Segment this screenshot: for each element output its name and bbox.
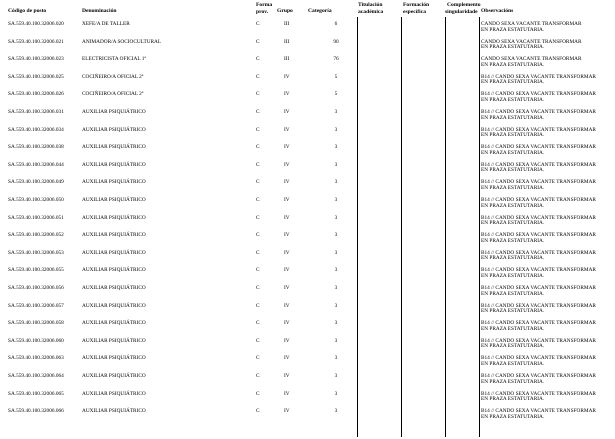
posto-code: SA.559.40.100.32006.057	[8, 302, 64, 309]
forma-prov: C	[256, 144, 260, 151]
grupo: IV	[284, 408, 290, 415]
observacions-line2: EN PRAZA ESTATUTARIA.	[481, 378, 545, 385]
grupo: IV	[284, 91, 290, 98]
forma-prov: C	[256, 21, 260, 27]
posto-code: SA.559.40.100.32006.063	[8, 355, 64, 362]
header-denominacion: Denominación	[82, 8, 117, 14]
posto-code: SA.559.40.100.32006.049	[8, 179, 64, 186]
posto-code: SA.559.40.100.32006.064	[8, 373, 64, 379]
forma-prov: C	[256, 267, 260, 274]
observacions-line2: EN PRAZA ESTATUTARIA.	[481, 114, 545, 121]
observacions-line2: EN PRAZA ESTATUTARIA.	[481, 202, 545, 209]
observacions-line2: EN PRAZA ESTATUTARIA.	[481, 132, 545, 139]
grupo: IV	[284, 126, 290, 133]
header-codigo: Código de posto	[8, 8, 47, 14]
categoria: 5	[334, 91, 338, 98]
observacions-line1: B14 // CANDO SEXA VACANTE TRANSFORMAR	[481, 109, 596, 115]
posto-code: SA.559.40.100.32006.025	[8, 73, 64, 80]
header-forma-prov-line2: prov.	[256, 9, 269, 15]
table-row	[0, 37, 615, 55]
header-complemento-line2: singularidade	[445, 9, 478, 15]
observacions-line1: B14 // CANDO SEXA VACANTE TRANSFORMAR	[481, 408, 596, 415]
observacions-line2: EN PRAZA ESTATUTARIA.	[481, 396, 545, 403]
grupo: IV	[284, 197, 290, 203]
table-row	[0, 54, 615, 72]
posto-code: SA.559.40.100.32006.021	[8, 38, 64, 45]
observacions-line2: EN PRAZA ESTATUTARIA.	[481, 167, 545, 174]
observacions-line2: EN PRAZA ESTATUTARIA.	[481, 220, 545, 227]
denominacion: AUXILIAR PSIQUIÁTRICO	[82, 320, 146, 327]
forma-prov: C	[256, 232, 260, 239]
forma-prov: C	[256, 337, 260, 344]
forma-prov: C	[256, 109, 260, 115]
observacions-line1: B14 // CANDO SEXA VACANTE TRANSFORMAR	[481, 267, 596, 274]
observacions-line2: EN PRAZA ESTATUTARIA.	[481, 325, 545, 332]
grupo: IV	[284, 249, 290, 256]
grupo: IV	[284, 144, 290, 151]
table-row	[0, 283, 615, 301]
forma-prov: C	[256, 302, 260, 309]
forma-prov: C	[256, 355, 260, 362]
observacions-line1: B14 // CANDO SEXA VACANTE TRANSFORMAR	[481, 73, 596, 80]
categoria: 3	[334, 408, 338, 415]
observacions-line2: EN PRAZA ESTATUTARIA.	[481, 413, 545, 420]
categoria: 3	[334, 144, 338, 151]
grupo: III	[284, 56, 290, 63]
denominacion: AUXILIAR PSIQUIÁTRICO	[82, 249, 146, 256]
grupo: IV	[284, 267, 290, 274]
observacions-line2: EN PRAZA ESTATUTARIA.	[481, 184, 545, 191]
table-row	[0, 248, 615, 266]
observacions-line1: B14 // CANDO SEXA VACANTE TRANSFORMAR	[481, 302, 596, 309]
denominacion: AUXILIAR PSIQUIÁTRICO	[82, 373, 146, 379]
categoria: 3	[334, 285, 338, 291]
observacions-line1: B14 // CANDO SEXA VACANTE TRANSFORMAR	[481, 91, 596, 98]
observacions-line1: B14 // CANDO SEXA VACANTE TRANSFORMAR	[481, 197, 596, 203]
observacions-line2: EN PRAZA ESTATUTARIA.	[481, 44, 545, 51]
categoria: 3	[334, 109, 338, 115]
table-row	[0, 230, 615, 248]
observacions-line1: B14 // CANDO SEXA VACANTE TRANSFORMAR	[481, 337, 596, 344]
forma-prov: C	[256, 179, 260, 186]
forma-prov: C	[256, 249, 260, 256]
denominacion: AUXILIAR PSIQUIÁTRICO	[82, 161, 146, 168]
categoria: 3	[334, 126, 338, 133]
grupo: IV	[284, 214, 290, 221]
categoria: 76	[333, 56, 339, 63]
categoria: 3	[334, 197, 338, 203]
header-grupo: Grupo	[277, 8, 293, 14]
grupo: IV	[284, 232, 290, 239]
table-row	[0, 89, 615, 107]
categoria: 3	[334, 232, 338, 239]
categoria: 3	[334, 390, 338, 397]
table-row	[0, 160, 615, 178]
observacions-line2: EN PRAZA ESTATUTARIA.	[481, 61, 545, 68]
categoria: 90	[333, 38, 339, 45]
categoria: 5	[334, 73, 338, 80]
grupo: IV	[284, 73, 290, 80]
observacions-line1: B14 // CANDO SEXA VACANTE TRANSFORMAR	[481, 320, 596, 327]
denominacion: AUXILIAR PSIQUIÁTRICO	[82, 144, 146, 151]
posto-code: SA.559.40.100.32006.038	[8, 144, 64, 151]
grupo: IV	[284, 109, 290, 115]
table-row	[0, 265, 615, 283]
header-formacion-line2: específica	[403, 9, 426, 15]
grupo: IV	[284, 320, 290, 327]
table-row	[0, 142, 615, 160]
table-row	[0, 19, 615, 37]
table-row	[0, 389, 615, 407]
table-row	[0, 195, 615, 213]
grupo: IV	[284, 285, 290, 291]
grupo: IV	[284, 390, 290, 397]
categoria: 3	[334, 214, 338, 221]
grupo: IV	[284, 302, 290, 309]
table-row	[0, 125, 615, 143]
observacions-line1: B14 // CANDO SEXA VACANTE TRANSFORMAR	[481, 373, 596, 379]
table-row	[0, 318, 615, 336]
header-titulacion-line1: Titulación	[358, 2, 383, 8]
categoria: 3	[334, 249, 338, 256]
grupo: IV	[284, 373, 290, 379]
observacions-line2: EN PRAZA ESTATUTARIA.	[481, 255, 545, 262]
categoria: 3	[334, 320, 338, 327]
table-row	[0, 213, 615, 231]
posto-code: SA.559.40.100.32006.066	[8, 408, 64, 415]
header-categoria: Categoría	[308, 8, 332, 14]
posto-code: SA.559.40.100.32006.050	[8, 197, 64, 203]
posto-code: SA.559.40.100.32006.044	[8, 161, 64, 168]
denominacion: AUXILIAR PSIQUIÁTRICO	[82, 179, 146, 186]
observacions-line2: EN PRAZA ESTATUTARIA.	[481, 237, 545, 244]
posto-code: SA.559.40.100.32006.020	[8, 21, 64, 27]
table-row	[0, 371, 615, 389]
denominacion: AUXILIAR PSIQUIÁTRICO	[82, 337, 146, 344]
forma-prov: C	[256, 214, 260, 221]
observacions-line2: EN PRAZA ESTATUTARIA.	[481, 343, 545, 350]
posto-code: SA.559.40.100.32006.058	[8, 320, 64, 327]
observacions-line2: EN PRAZA ESTATUTARIA.	[481, 79, 545, 86]
forma-prov: C	[256, 38, 260, 45]
grupo: IV	[284, 337, 290, 344]
observacions-line2: EN PRAZA ESTATUTARIA.	[481, 149, 545, 156]
header-titulacion-line2: académica	[358, 9, 384, 15]
categoria: 3	[334, 161, 338, 168]
denominacion: AUXILIAR PSIQUIÁTRICO	[82, 267, 146, 274]
observacions-line1: B14 // CANDO SEXA VACANTE TRANSFORMAR	[481, 232, 596, 239]
grupo: IV	[284, 179, 290, 186]
posto-code: SA.559.40.100.32006.060	[8, 337, 64, 344]
observacions-line2: EN PRAZA ESTATUTARIA.	[481, 308, 545, 315]
table-row	[0, 301, 615, 319]
observacions-line1: B14 // CANDO SEXA VACANTE TRANSFORMAR	[481, 355, 596, 362]
denominacion: AUXILIAR PSIQUIÁTRICO	[82, 109, 146, 115]
categoria: 3	[334, 355, 338, 362]
forma-prov: C	[256, 73, 260, 80]
posto-code: SA.559.40.100.32006.056	[8, 285, 64, 291]
denominacion: AUXILIAR PSIQUIÁTRICO	[82, 232, 146, 239]
forma-prov: C	[256, 161, 260, 168]
table-row	[0, 72, 615, 90]
denominacion: AUXILIAR PSIQUIÁTRICO	[82, 408, 146, 415]
denominacion: ANIMADOR/A SOCIOCULTURAL	[82, 38, 162, 45]
posto-code: SA.559.40.100.32006.034	[8, 126, 64, 133]
observacions-line2: EN PRAZA ESTATUTARIA.	[481, 96, 545, 103]
header-forma-prov-line1: Forma	[256, 2, 273, 8]
grupo: IV	[284, 355, 290, 362]
denominacion: AUXILIAR PSIQUIÁTRICO	[82, 302, 146, 309]
posto-code: SA.559.40.100.32006.026	[8, 91, 64, 98]
table-row	[0, 353, 615, 371]
observacions-line2: EN PRAZA ESTATUTARIA.	[481, 290, 545, 297]
header-complemento-line1: Complemento	[447, 2, 481, 8]
grupo: III	[284, 21, 290, 27]
observacions-line1: B14 // CANDO SEXA VACANTE TRANSFORMAR	[481, 249, 596, 256]
denominacion: AUXILIAR PSIQUIÁTRICO	[82, 126, 146, 133]
forma-prov: C	[256, 197, 260, 203]
denominacion: COCIÑEIRO/A OFICIAL 2ª	[82, 91, 144, 98]
posto-code: SA.559.40.100.32006.031	[8, 109, 64, 115]
categoria: 3	[334, 373, 338, 379]
categoria: 3	[334, 337, 338, 344]
categoria: 6	[334, 21, 338, 27]
posto-code: SA.559.40.100.32006.023	[8, 56, 64, 63]
forma-prov: C	[256, 91, 260, 98]
denominacion: AUXILIAR PSIQUIÁTRICO	[82, 355, 146, 362]
posto-code: SA.559.40.100.32006.051	[8, 214, 64, 221]
forma-prov: C	[256, 126, 260, 133]
observacions-line1: CANDO SEXA VACANTE TRANSFORMAR	[481, 56, 582, 63]
grupo: III	[284, 38, 290, 45]
denominacion: AUXILIAR PSIQUIÁTRICO	[82, 214, 146, 221]
observacions-line2: EN PRAZA ESTATUTARIA.	[481, 272, 545, 279]
header-formacion-line1: Formación	[403, 2, 430, 8]
denominacion: XEFE/A DE TALLER	[82, 21, 130, 27]
grupo: IV	[284, 161, 290, 168]
observacions-line1: CANDO SEXA VACANTE TRANSFORMAR	[481, 21, 582, 27]
table-row	[0, 107, 615, 125]
observacions-line1: B14 // CANDO SEXA VACANTE TRANSFORMAR	[481, 390, 596, 397]
observacions-line1: CANDO SEXA VACANTE TRANSFORMAR	[481, 38, 582, 45]
denominacion: ELECTRICISTA OFICIAL 1ª	[82, 56, 146, 63]
forma-prov: C	[256, 285, 260, 291]
denominacion: AUXILIAR PSIQUIÁTRICO	[82, 390, 146, 397]
categoria: 3	[334, 179, 338, 186]
forma-prov: C	[256, 390, 260, 397]
categoria: 3	[334, 302, 338, 309]
posto-code: SA.559.40.100.32006.065	[8, 390, 64, 397]
observacions-line2: EN PRAZA ESTATUTARIA.	[481, 360, 545, 367]
posto-code: SA.559.40.100.32006.055	[8, 267, 64, 274]
denominacion: COCIÑEIRO/A OFICIAL 2ª	[82, 73, 144, 80]
observacions-line1: B14 // CANDO SEXA VACANTE TRANSFORMAR	[481, 214, 596, 221]
observacions-line1: B14 // CANDO SEXA VACANTE TRANSFORMAR	[481, 161, 596, 168]
categoria: 3	[334, 267, 338, 274]
table-row	[0, 336, 615, 354]
forma-prov: C	[256, 408, 260, 415]
observacions-line1: B14 // CANDO SEXA VACANTE TRANSFORMAR	[481, 144, 596, 151]
table-row	[0, 177, 615, 195]
observacions-line1: B14 // CANDO SEXA VACANTE TRANSFORMAR	[481, 179, 596, 186]
forma-prov: C	[256, 373, 260, 379]
observacions-line2: EN PRAZA ESTATUTARIA.	[481, 26, 545, 33]
observacions-line1: B14 // CANDO SEXA VACANTE TRANSFORMAR	[481, 285, 596, 291]
denominacion: AUXILIAR PSIQUIÁTRICO	[82, 285, 146, 291]
header-observacions: Observacións	[481, 8, 514, 14]
denominacion: AUXILIAR PSIQUIÁTRICO	[82, 197, 146, 203]
posto-code: SA.559.40.100.32006.052	[8, 232, 64, 239]
posto-code: SA.559.40.100.32006.053	[8, 249, 64, 256]
forma-prov: C	[256, 320, 260, 327]
observacions-line1: B14 // CANDO SEXA VACANTE TRANSFORMAR	[481, 126, 596, 133]
forma-prov: C	[256, 56, 260, 63]
table-row	[0, 406, 615, 424]
